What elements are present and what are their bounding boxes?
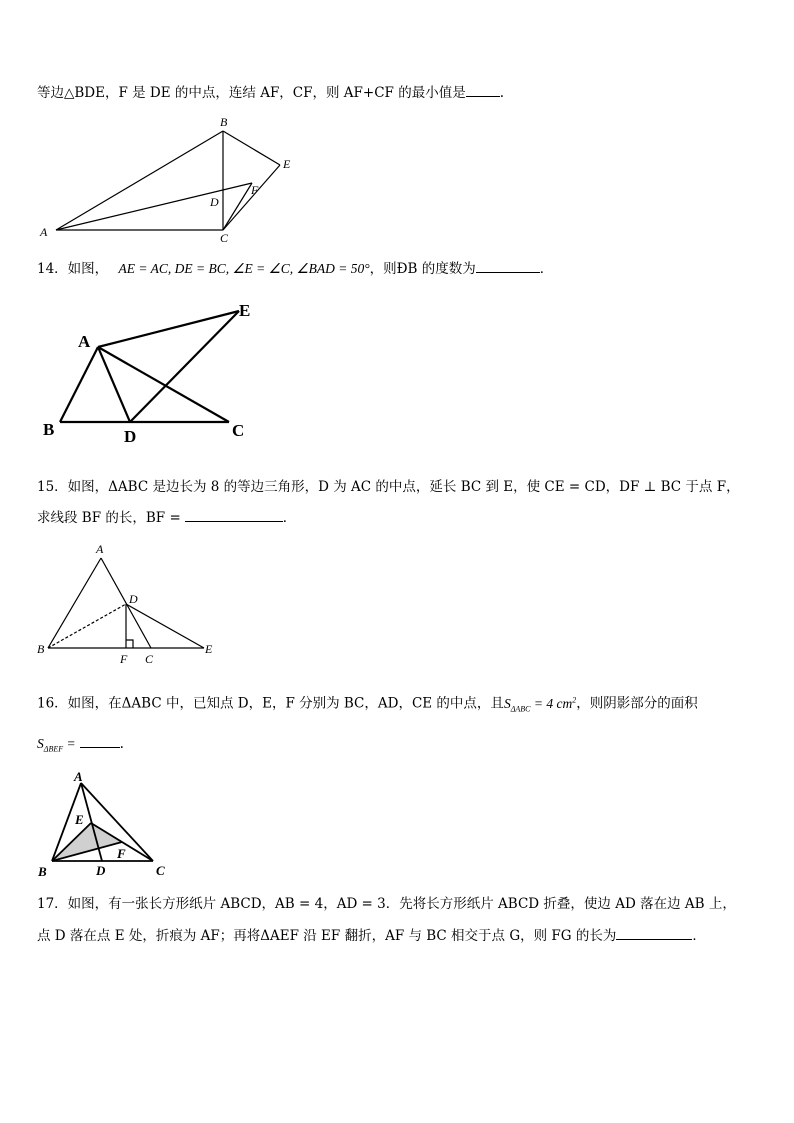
q16-line2 — [37, 733, 124, 760]
q16-label-F: F — [117, 846, 126, 861]
q15-line1: 15．如图，ΔABC 是边长为 8 的等边三角形，D 为 AC 的中点，延长 BC 到 E，使 CE = CD，DF ⊥ BC 于点 F， — [37, 479, 740, 495]
q13-label-C: C — [220, 231, 229, 245]
q15-label-C: C — [145, 652, 154, 666]
q15-label-A: A — [96, 542, 104, 556]
q14-label-B: B — [43, 420, 55, 439]
q13-label-B: B — [220, 115, 228, 129]
q14-label-D: D — [124, 427, 137, 446]
q16-label-D: D — [96, 863, 106, 878]
q16-label-E: E — [75, 812, 84, 827]
q13-label-F: F — [251, 183, 259, 197]
q16-answer-blank[interactable] — [80, 733, 120, 748]
q16-label-B: B — [38, 864, 47, 879]
q17-line1: 17．如图，有一张长方形纸片 ABCD，AB = 4，AD = 3．先将长方形纸片 ABCD 折叠，使边 AD 落在边 AB 上， — [37, 896, 736, 912]
q14-answer-blank[interactable] — [476, 258, 540, 273]
q14-figure — [40, 298, 270, 448]
q14-label-C: C — [232, 421, 245, 440]
q13-period: . — [499, 85, 505, 101]
q15-label-F: F — [120, 652, 128, 666]
q14-number: 14．如图， — [37, 261, 109, 277]
q15-answer-blank[interactable] — [185, 507, 283, 522]
q15-label-B: B — [37, 642, 45, 656]
q14-text — [37, 258, 553, 279]
q16-label-A: A — [74, 769, 83, 784]
q15-question: 求线段 BF 的长，BF = — [37, 510, 181, 526]
q17-period: ． — [692, 928, 706, 944]
q16-question: ，则阴影部分的面积 — [576, 695, 698, 712]
q17-question: 点 D 落在点 E 处，折痕为 AF；再将ΔAEF 沿 EF 翻折，AF 与 BC 相交于点 G，则 FG 的长为 — [37, 928, 617, 944]
q15-figure — [36, 542, 226, 667]
q13-label-A: A — [40, 225, 48, 239]
q16-line1 — [37, 690, 698, 719]
q16-label-C: C — [156, 863, 165, 878]
q13-text — [37, 82, 504, 103]
q14-label-E: E — [239, 301, 251, 320]
q14-condition: AE = AC, DE = BC, ∠E = ∠C, ∠BAD = 50° — [118, 261, 370, 276]
q13-answer-blank[interactable] — [466, 82, 500, 97]
q16-figure — [36, 768, 176, 878]
q14-label-A: A — [78, 332, 91, 351]
q15-period: ． — [282, 510, 297, 526]
q16-period: . — [119, 736, 124, 752]
q15-label-E: E — [205, 642, 213, 656]
q14-period: ． — [539, 261, 554, 277]
q13-label-D: D — [210, 195, 219, 209]
q16-shaded-region — [52, 823, 122, 861]
q13-statement: 等边△BDE，F 是 DE 的中点，连结 AF，CF，则 AF+CF 的最小值是 — [37, 85, 466, 101]
q16-statement: 16．如图，在ΔABC 中，已知点 D，E，F 分别为 BC，AD，CE 的中点，且 — [37, 695, 504, 712]
q17-answer-blank[interactable] — [616, 925, 692, 940]
q13-figure — [36, 112, 306, 247]
q16-area-ask: $S_{\Delta BEF}$ = — [37, 736, 76, 754]
q17-line2 — [37, 925, 706, 946]
q15-label-D: D — [129, 592, 138, 606]
q16-area-given: $S_{\Delta ABC} = 4$ $cm^2$ — [503, 695, 577, 714]
q14-question: ，则ÐB 的度数为 — [369, 261, 476, 277]
q13-label-E: E — [283, 157, 291, 171]
q15-line2 — [37, 507, 296, 528]
